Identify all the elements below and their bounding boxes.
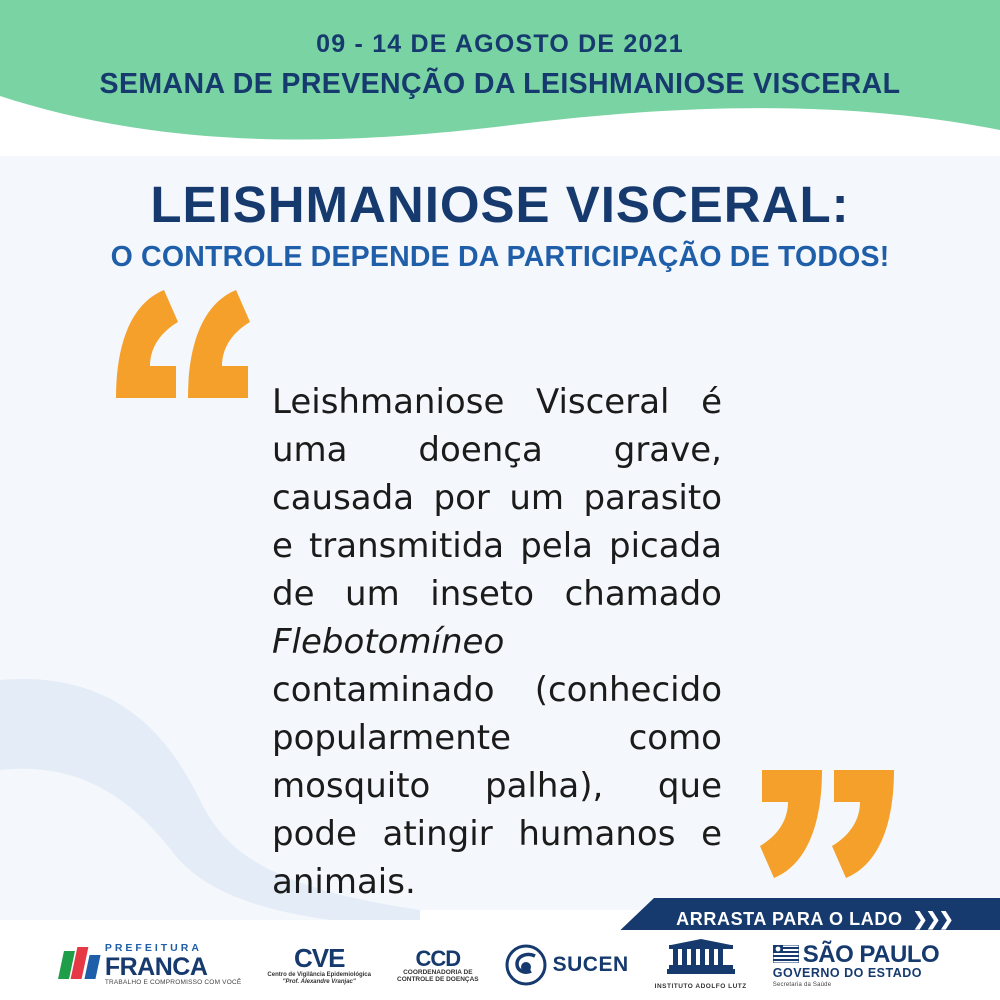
prefeitura-franca-main: FRANCA: [104, 952, 208, 981]
quote-close-icon: [760, 762, 910, 882]
prefeitura-franca-slogan: TRABALHO E COMPROMISSO COM VOCÊ: [104, 979, 242, 987]
headline-block: [0, 178, 1000, 274]
adolfo-lutz-name: INSTITUTO ADOLFO LUTZ: [654, 982, 747, 990]
ccd-sub1: COORDENADORIA DE: [403, 968, 473, 976]
sao-paulo-sub: GOVERNO DO ESTADO: [772, 965, 923, 980]
footer-logo-bar: [0, 930, 1000, 1000]
ccd-main: CCD: [415, 945, 461, 971]
chevron-right-icon: ❯❯❯: [912, 908, 952, 929]
logo-prefeitura-franca: [61, 939, 242, 991]
cve-sub2: "Prof. Alexandre Vranjac": [282, 978, 356, 985]
sao-paulo-main-row: [773, 942, 939, 967]
logo-sao-paulo-governo: [773, 939, 939, 991]
quote-text-part2: contaminado (conhecido popularmente como mosquito palha), que pode atingir humanos e animais.: [272, 670, 722, 902]
sucen-mark-icon: [505, 944, 547, 986]
banner-wave-edge: [0, 96, 1000, 156]
banner-title: SEMANA DE PREVENÇÃO DA LEISHMANIOSE VISCERAL: [99, 68, 901, 100]
sao-paulo-flag-icon: [773, 945, 799, 963]
quote-text-part1: Leishmaniose Visceral é uma doença grave, causada por um parasito e transmitida pela picada de um inseto chamado: [272, 382, 722, 614]
quote-text-italic: Flebotomíneo: [272, 622, 505, 662]
banner-text-block: [0, 0, 1000, 101]
sao-paulo-secretaria: Secretaria da Saúde: [772, 982, 832, 988]
sao-paulo-main: SÃO PAULO: [802, 940, 940, 968]
page-title: LEISHMANIOSE VISCERAL:: [150, 176, 850, 233]
quote-paragraph: [272, 378, 722, 906]
banner-date: 09 - 14 DE AGOSTO DE 2021: [316, 30, 684, 58]
logo-cve: [267, 939, 371, 991]
page-subtitle: O CONTROLE DEPENDE DA PARTICIPAÇÃO DE TODOS!: [110, 240, 890, 273]
ccd-sub2: CONTROLE DE DOENÇAS: [397, 975, 479, 983]
logo-ccd: [397, 939, 479, 991]
adolfo-lutz-building-icon: [665, 939, 737, 977]
swipe-ribbon-label: ARRASTA PARA O LADO: [676, 908, 903, 929]
prefeitura-franca-top: PREFEITURA: [104, 941, 202, 954]
prefeitura-franca-mark-icon: [61, 947, 99, 983]
quote-open-icon: [108, 286, 258, 406]
cve-main: CVE: [293, 943, 345, 974]
logo-sucen: [505, 939, 629, 991]
sucen-main: SUCEN: [552, 953, 629, 976]
logo-instituto-adolfo-lutz: [655, 939, 747, 991]
cve-sub1: Centro de Vigilância Epidemiológica: [267, 972, 371, 979]
